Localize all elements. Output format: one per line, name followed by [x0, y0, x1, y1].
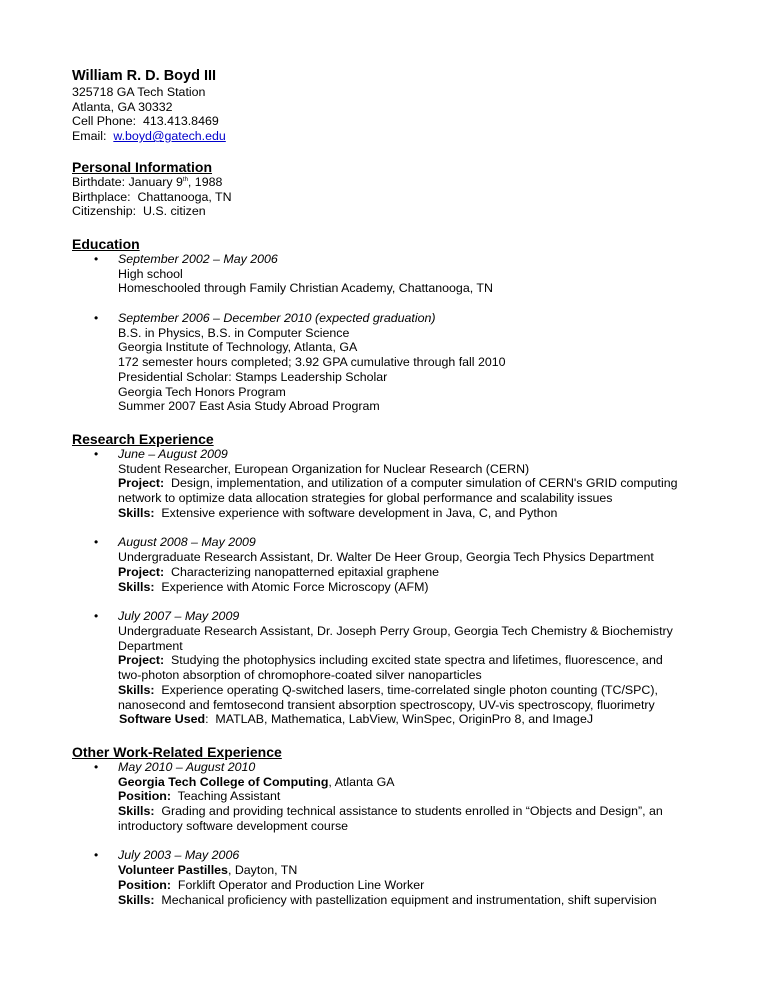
employer-name: Georgia Tech College of Computing [118, 774, 329, 789]
position-text: Forklift Operator and Production Line Worker [177, 877, 425, 892]
skills-text: Experience operating Q-switched lasers, time-correlated single photon counting (TC/SPC), nanosecond and femtosecond transient absorption spectroscopy, UV-vis spectroscopy, fluorimetry [118, 682, 658, 712]
skills-label: Skills: [118, 682, 155, 697]
entry-line: Presidential Scholar: Stamps Leadership Scholar [118, 369, 388, 384]
email-label: Email: [72, 129, 107, 144]
bullet-icon: • [94, 311, 99, 326]
birthplace-line [72, 190, 712, 205]
entry-skills [118, 580, 712, 595]
bullet-icon: • [94, 535, 99, 550]
entry-position [118, 789, 712, 804]
birthplace-value: Chattanooga, TN [137, 189, 232, 204]
entry-line: 172 semester hours completed; 3.92 GPA cumulative through fall 2010 [118, 355, 506, 370]
bullet-icon: • [94, 848, 99, 863]
bullet-icon: • [94, 251, 99, 266]
entry-dates: May 2010 – August 2010 [118, 759, 256, 774]
phone-label: Cell Phone: [72, 114, 137, 129]
citizenship-label: Citizenship: [72, 204, 137, 219]
section-title-personal: Personal Information [72, 158, 213, 175]
entry-skills [118, 893, 712, 908]
citizenship-line [72, 204, 712, 219]
birthdate-ordinal: th [182, 176, 188, 183]
entry-line: B.S. in Physics, B.S. in Computer Science [118, 325, 350, 340]
entry-project [118, 565, 712, 580]
address-line-1: 325718 GA Tech Station [72, 85, 206, 99]
work-entry [72, 760, 712, 834]
entry-line: Homeschooled through Family Christian Academy, Chattanooga, TN [118, 281, 493, 296]
entry-position [118, 878, 712, 893]
employer-location: , Atlanta GA [328, 774, 395, 789]
bullet-icon: • [94, 446, 99, 461]
bullet-icon: • [94, 609, 99, 624]
entry-line: Georgia Institute of Technology, Atlanta, GA [118, 340, 358, 355]
software-label: Software Used [119, 712, 206, 727]
birthdate-year: , 1988 [187, 174, 223, 189]
skills-label: Skills: [118, 804, 155, 819]
entry-line: High school [118, 266, 183, 281]
project-text: Studying the photophysics including excited state spectra and lifetimes, fluorescence, and two-photon absorption of chromophore-coated silver nanoparticles [118, 653, 663, 683]
project-label: Project: [118, 653, 165, 668]
entry-role: Undergraduate Research Assistant, Dr. Walter De Heer Group, Georgia Tech Physics Department [118, 550, 654, 565]
project-text: Design, implementation, and utilization of a computer simulation of CERN's GRID computing network to optimize data allocation strategies for global performance and scalability issues [118, 476, 678, 506]
entry-skills [118, 506, 712, 521]
entry-skills [118, 804, 688, 833]
skills-label: Skills: [118, 505, 155, 520]
software-text: MATLAB, Mathematica, LabView, WinSpec, OriginPro 8, and ImageJ [215, 712, 594, 727]
entry-software: Software Used: MATLAB, Mathematica, LabView, WinSpec, OriginPro 8, and ImageJ [119, 712, 594, 727]
bullet-icon: • [94, 759, 99, 774]
birthdate-label: Birthdate: January 9 [72, 174, 183, 189]
entry-line: Georgia Tech Honors Program [118, 384, 286, 399]
project-text: Characterizing nanopatterned epitaxial graphene [171, 564, 439, 579]
citizenship-value: U.S. citizen [142, 204, 206, 219]
section-title-research: Research Experience [72, 430, 214, 447]
employer-name: Volunteer Pastilles [118, 863, 228, 878]
resume-page [72, 68, 712, 907]
entry-dates: July 2003 – May 2006 [118, 848, 240, 863]
skills-text: Grading and providing technical assistance to students enrolled in “Objects and Design”, an introductory software development course [118, 804, 663, 833]
position-label: Position: [118, 789, 171, 804]
birthdate-line [72, 175, 712, 190]
email-line [72, 129, 712, 144]
phone-value: 413.413.8469 [142, 114, 219, 129]
research-entry [72, 609, 712, 727]
entry-employer [118, 775, 712, 790]
entry-skills [118, 683, 688, 712]
employer-location: , Dayton, TN [227, 863, 298, 878]
entry-dates: August 2008 – May 2009 [118, 535, 256, 550]
entry-project [118, 476, 688, 505]
skills-text: Extensive experience with software development in Java, C, and Python [161, 505, 558, 520]
position-label: Position: [118, 877, 171, 892]
research-entry [72, 535, 712, 594]
work-entry [72, 848, 712, 907]
education-entry [72, 252, 712, 296]
entry-employer [118, 863, 712, 878]
address-line-2: Atlanta, GA 30332 [72, 99, 173, 114]
birthplace-label: Birthplace: [72, 189, 131, 204]
entry-role: Student Researcher, European Organization for Nuclear Research (CERN) [118, 461, 530, 476]
project-label: Project: [118, 476, 165, 491]
section-title-education: Education [72, 235, 140, 252]
entry-dates: September 2006 – December 2010 (expected graduation) [118, 311, 436, 326]
project-label: Project: [118, 564, 165, 579]
research-entry [72, 447, 712, 521]
entry-dates: June – August 2009 [118, 446, 228, 461]
skills-text: Mechanical proficiency with pastellization equipment and instrumentation, shift supervision [161, 892, 657, 907]
entry-line: Summer 2007 East Asia Study Abroad Program [118, 399, 380, 414]
section-title-work: Other Work-Related Experience [72, 743, 282, 760]
education-entry [72, 311, 712, 414]
entry-dates: July 2007 – May 2009 [118, 609, 240, 624]
entry-dates: September 2002 – May 2006 [118, 251, 278, 266]
entry-role: Undergraduate Research Assistant, Dr. Joseph Perry Group, Georgia Tech Chemistry & Biochemistry Department [118, 623, 673, 653]
skills-text: Experience with Atomic Force Microscopy (AFM) [161, 579, 429, 594]
phone-line [72, 114, 712, 129]
skills-label: Skills: [118, 579, 155, 594]
skills-label: Skills: [118, 892, 155, 907]
email-link[interactable]: w.boyd@gatech.edu [113, 129, 226, 144]
position-text: Teaching Assistant [177, 789, 281, 804]
resume-name: William R. D. Boyd III [72, 68, 217, 84]
entry-project [118, 653, 688, 682]
